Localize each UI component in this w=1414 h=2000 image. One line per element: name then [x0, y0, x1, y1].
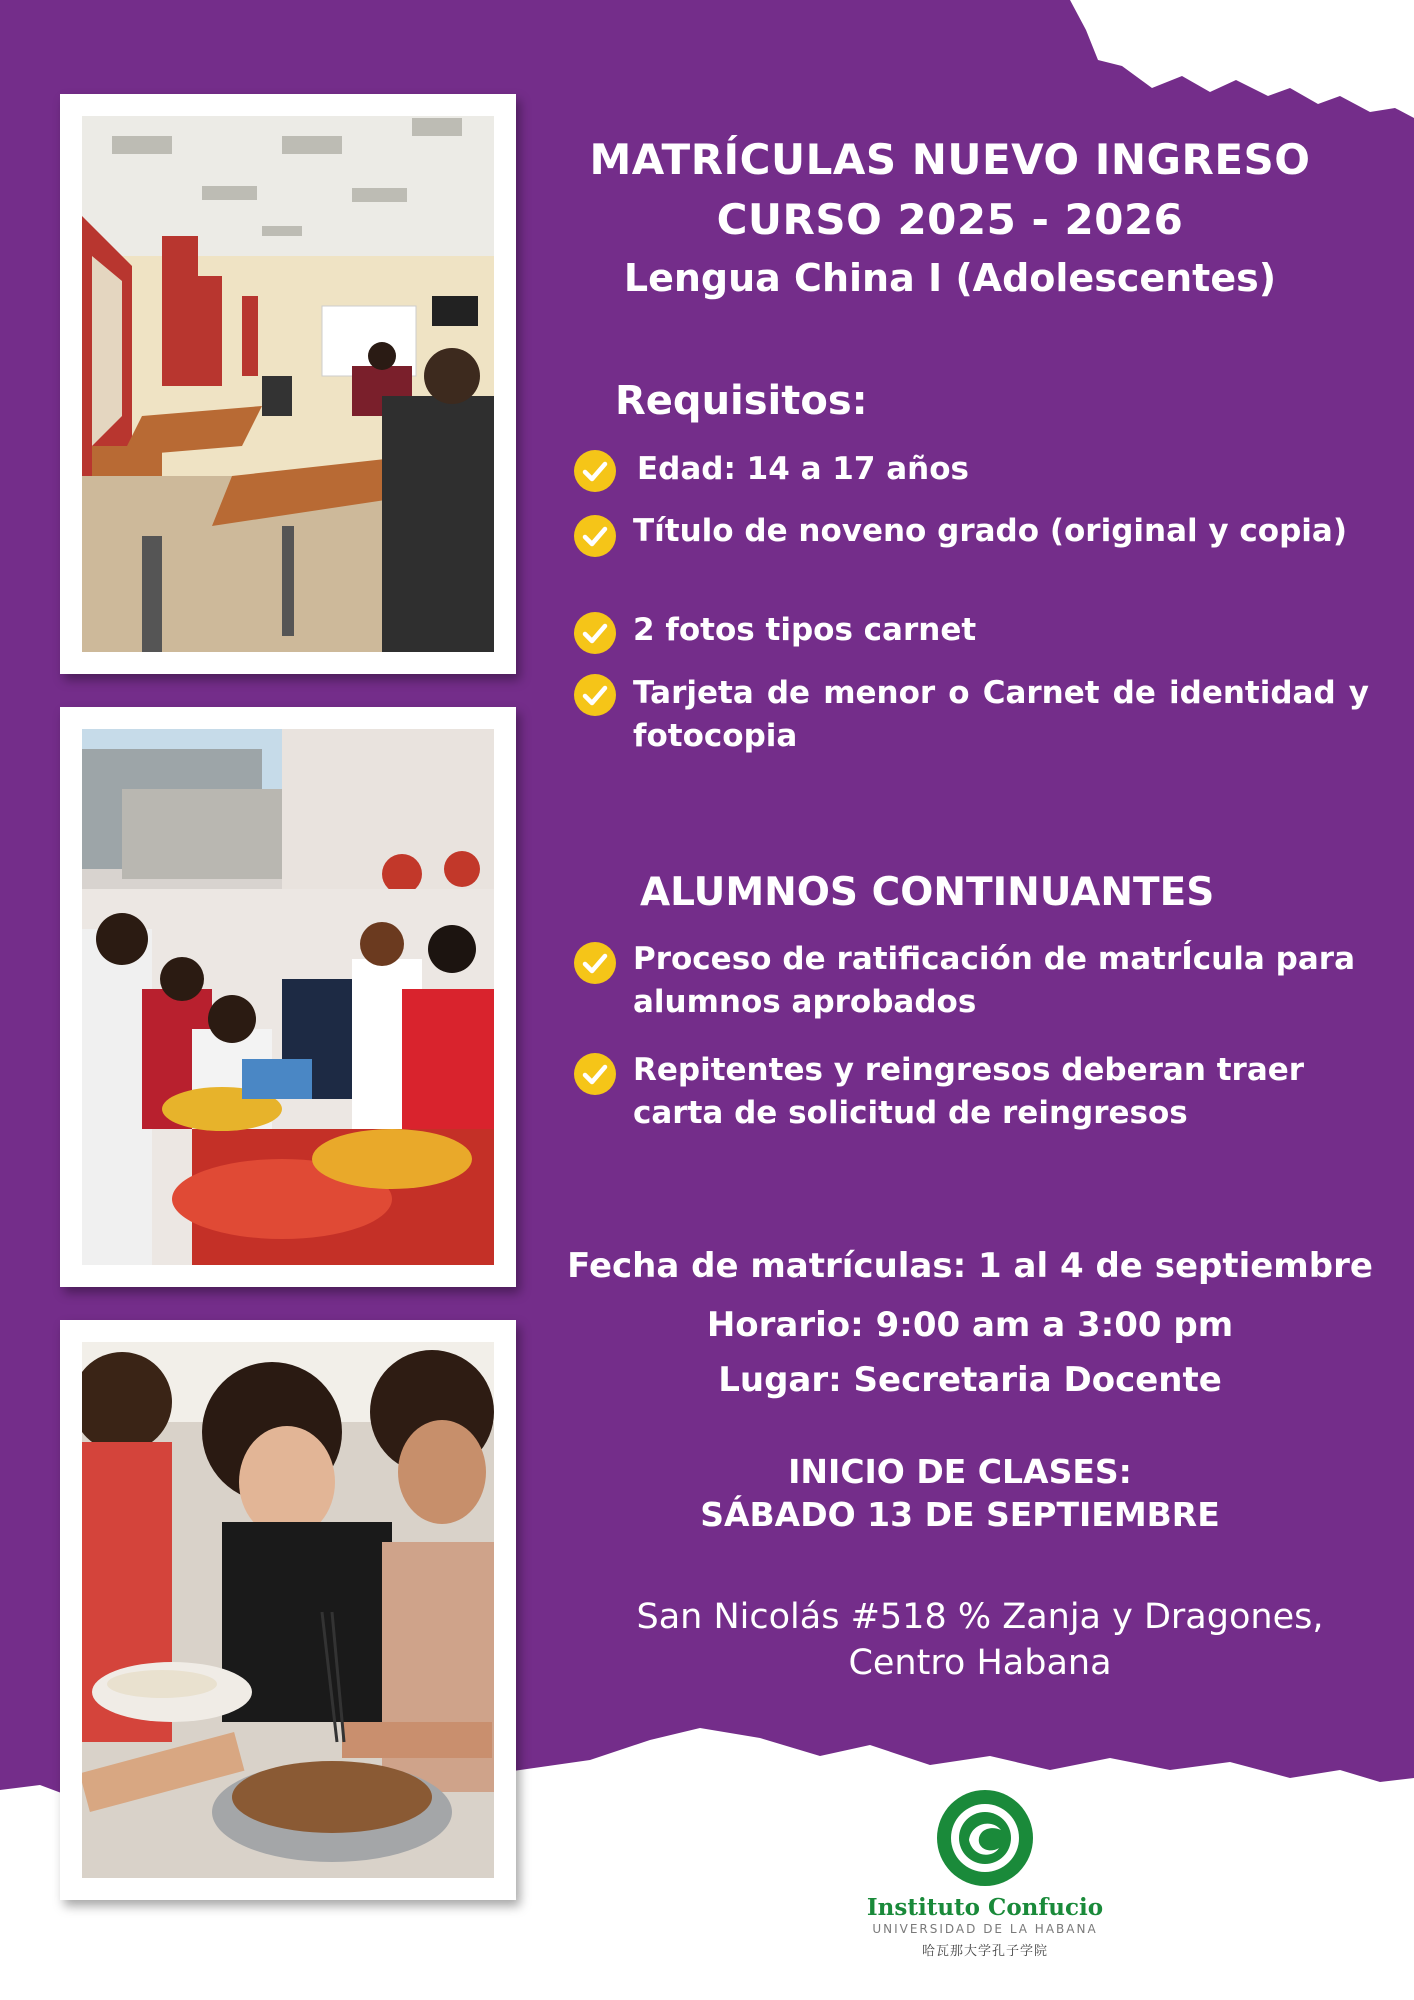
- students-crafts-photo: [82, 729, 494, 1265]
- logo-university: UNIVERSIDAD DE LA HABANA: [872, 1922, 1098, 1936]
- requirements-heading: Requisitos:: [615, 378, 868, 424]
- requirement-item-diploma: [633, 510, 1369, 553]
- requirement-item-age: [637, 448, 1367, 491]
- logo-name: Instituto Confucio: [866, 1894, 1104, 1921]
- logo-chinese: 哈瓦那大学孔子学院: [921, 1944, 1048, 1959]
- requirement-label: Tarjeta de menor o Carnet de identidad y fotocopia: [633, 675, 1369, 754]
- check-icon: [574, 674, 616, 716]
- classes-start-line-1: INICIO DE CLASES:: [788, 1452, 1132, 1491]
- subtitle: Lengua China I (Adolescentes): [623, 256, 1277, 300]
- continuing-heading: ALUMNOS CONTINUANTES: [640, 870, 1215, 915]
- requirement-item-photos: [633, 609, 1369, 652]
- confucius-seal-icon: [935, 1788, 1035, 1888]
- requirement-label: Título de noveno grado (original y copia): [633, 513, 1347, 549]
- requirement-label: 2 fotos tipos carnet: [633, 612, 977, 648]
- address: [560, 1594, 1400, 1686]
- enrollment-hours: Horario: 9:00 am a 3:00 pm: [706, 1305, 1234, 1345]
- check-icon: [574, 450, 616, 492]
- classroom-photo: [82, 116, 494, 652]
- check-icon: [574, 1053, 616, 1095]
- confucius-institute-logo: [935, 1788, 1035, 1888]
- continuing-label: Proceso de ratificación de matrÍcula para alumnos aprobados: [633, 941, 1355, 1020]
- photo-frame-dumplings: [60, 1320, 516, 1900]
- title-line-1: MATRÍCULAS NUEVO INGRESO: [589, 135, 1311, 184]
- requirement-item-id-card: [633, 672, 1369, 758]
- check-icon: [574, 612, 616, 654]
- enrollment-dates: Fecha de matrículas: 1 al 4 de septiembre: [567, 1246, 1373, 1286]
- enrollment-place: Lugar: Secretaria Docente: [718, 1360, 1222, 1400]
- continuing-label: Repitentes y reingresos deberan traer carta de solicitud de reingresos: [633, 1052, 1305, 1131]
- continuing-item-repeaters: [633, 1049, 1355, 1135]
- address-line-2: Centro Habana: [848, 1643, 1112, 1683]
- continuing-item-ratification: [633, 938, 1355, 1024]
- photo-frame-crafts: [60, 707, 516, 1287]
- classes-start-line-2: SÁBADO 13 DE SEPTIEMBRE: [700, 1495, 1220, 1534]
- title-line-2: CURSO 2025 - 2026: [716, 195, 1184, 244]
- address-line-1: San Nicolás #518 % Zanja y Dragones,: [636, 1597, 1324, 1637]
- photo-frame-classroom: [60, 94, 516, 674]
- check-icon: [574, 515, 616, 557]
- students-dumplings-photo: [82, 1342, 494, 1878]
- requirement-label: Edad: 14 a 17 años: [637, 451, 969, 487]
- check-icon: [574, 942, 616, 984]
